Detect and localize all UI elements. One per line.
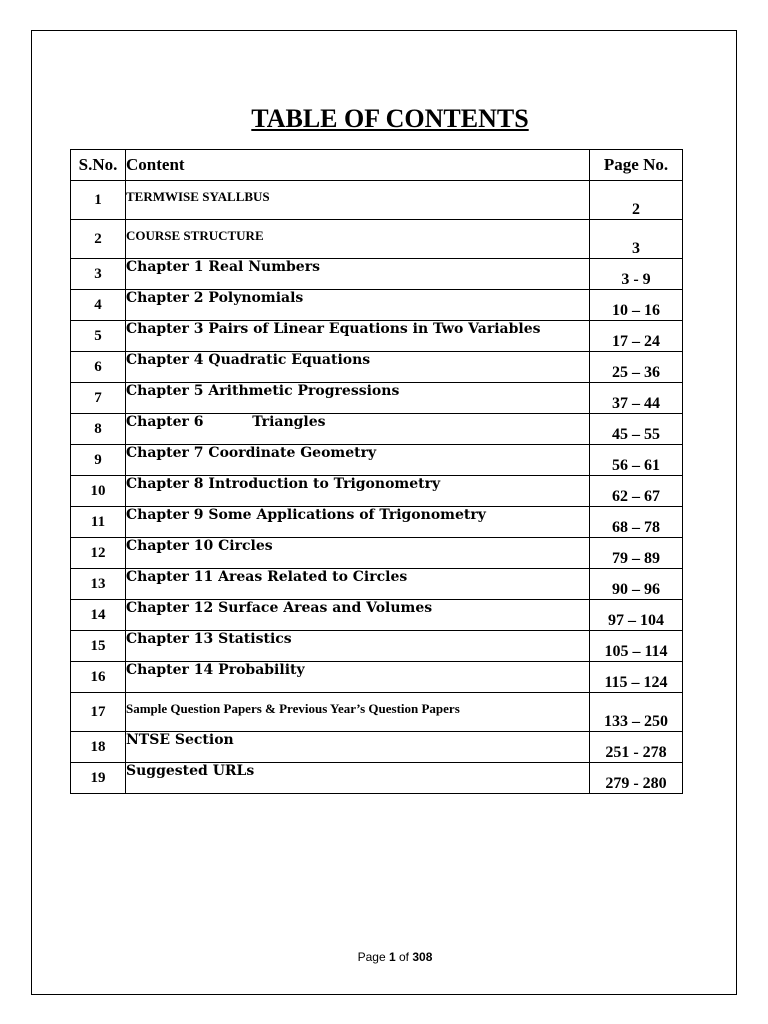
row-pages: 79 – 89 — [590, 538, 683, 569]
row-sno: 11 — [71, 507, 126, 538]
row-content: Chapter 5 Arithmetic Progressions — [126, 383, 590, 414]
table-row — [71, 507, 683, 538]
table-row — [71, 352, 683, 383]
row-content: Chapter 14 Probability — [126, 662, 590, 693]
row-pages: 45 – 55 — [590, 414, 683, 445]
row-sno: 18 — [71, 732, 126, 763]
row-content: Chapter 11 Areas Related to Circles — [126, 569, 590, 600]
row-sno: 1 — [71, 181, 126, 220]
table-row — [71, 631, 683, 662]
header-sno: S.No. — [71, 150, 126, 181]
row-sno: 7 — [71, 383, 126, 414]
row-content: Chapter 2 Polynomials — [126, 290, 590, 321]
row-sno: 16 — [71, 662, 126, 693]
toc-table — [70, 149, 683, 794]
row-pages: 3 - 9 — [590, 259, 683, 290]
row-pages: 25 – 36 — [590, 352, 683, 383]
row-pages: 105 – 114 — [590, 631, 683, 662]
table-row — [71, 181, 683, 220]
row-sno: 5 — [71, 321, 126, 352]
row-sno: 17 — [71, 693, 126, 732]
row-content: Chapter 12 Surface Areas and Volumes — [126, 600, 590, 631]
row-pages: 3 — [590, 220, 683, 259]
row-sno: 14 — [71, 600, 126, 631]
table-row — [71, 383, 683, 414]
table-row — [71, 445, 683, 476]
row-sno: 9 — [71, 445, 126, 476]
row-content: Chapter 13 Statistics — [126, 631, 590, 662]
row-pages: 62 – 67 — [590, 476, 683, 507]
row-pages: 115 – 124 — [590, 662, 683, 693]
row-sno: 6 — [71, 352, 126, 383]
row-content: Chapter 9 Some Applications of Trigonometry — [126, 507, 590, 538]
row-pages: 133 – 250 — [590, 693, 683, 732]
row-content: COURSE STRUCTURE — [126, 220, 590, 259]
row-content: TERMWISE SYALLBUS — [126, 181, 590, 220]
table-row — [71, 763, 683, 794]
table-row — [71, 600, 683, 631]
table-row — [71, 259, 683, 290]
row-content: Chapter 7 Coordinate Geometry — [126, 445, 590, 476]
row-pages: 68 – 78 — [590, 507, 683, 538]
row-sno: 15 — [71, 631, 126, 662]
row-sno: 19 — [71, 763, 126, 794]
footer-prefix: Page — [357, 950, 389, 964]
row-sno: 4 — [71, 290, 126, 321]
row-content: Chapter 8 Introduction to Trigonometry — [126, 476, 590, 507]
row-sno: 12 — [71, 538, 126, 569]
row-pages: 90 – 96 — [590, 569, 683, 600]
table-row — [71, 220, 683, 259]
row-pages: 17 – 24 — [590, 321, 683, 352]
row-pages: 279 - 280 — [590, 763, 683, 794]
row-sno: 3 — [71, 259, 126, 290]
row-content: Chapter 4 Quadratic Equations — [126, 352, 590, 383]
table-row — [71, 321, 683, 352]
table-row — [71, 693, 683, 732]
row-pages: 97 – 104 — [590, 600, 683, 631]
page-title: TABLE OF CONTENTS — [251, 104, 529, 133]
row-content: Suggested URLs — [126, 763, 590, 794]
row-sno: 2 — [71, 220, 126, 259]
row-content: NTSE Section — [126, 732, 590, 763]
row-content: Chapter 1 Real Numbers — [126, 259, 590, 290]
row-content: Chapter 3 Pairs of Linear Equations in Two Variables — [126, 321, 590, 352]
toc-body — [71, 181, 683, 794]
table-row — [71, 290, 683, 321]
table-row — [71, 414, 683, 445]
table-header-row — [71, 150, 683, 181]
row-content: Chapter 6 Triangles — [126, 414, 590, 445]
row-content: Chapter 10 Circles — [126, 538, 590, 569]
footer-current-page: 1 — [388, 950, 396, 964]
table-row — [71, 569, 683, 600]
row-pages: 10 – 16 — [590, 290, 683, 321]
row-pages: 37 – 44 — [590, 383, 683, 414]
row-sno: 10 — [71, 476, 126, 507]
row-pages: 56 – 61 — [590, 445, 683, 476]
footer-total-pages: 308 — [412, 950, 433, 964]
table-row — [71, 732, 683, 763]
header-content: Content — [126, 150, 590, 181]
table-row — [71, 538, 683, 569]
row-pages: 251 - 278 — [590, 732, 683, 763]
header-page: Page No. — [590, 150, 683, 181]
footer-middle: of — [395, 950, 413, 964]
table-row — [71, 476, 683, 507]
row-content: Sample Question Papers & Previous Year’s Question Papers — [126, 693, 590, 732]
row-pages: 2 — [590, 181, 683, 220]
table-row — [71, 662, 683, 693]
page-footer — [0, 950, 768, 964]
row-sno: 13 — [71, 569, 126, 600]
row-sno: 8 — [71, 414, 126, 445]
